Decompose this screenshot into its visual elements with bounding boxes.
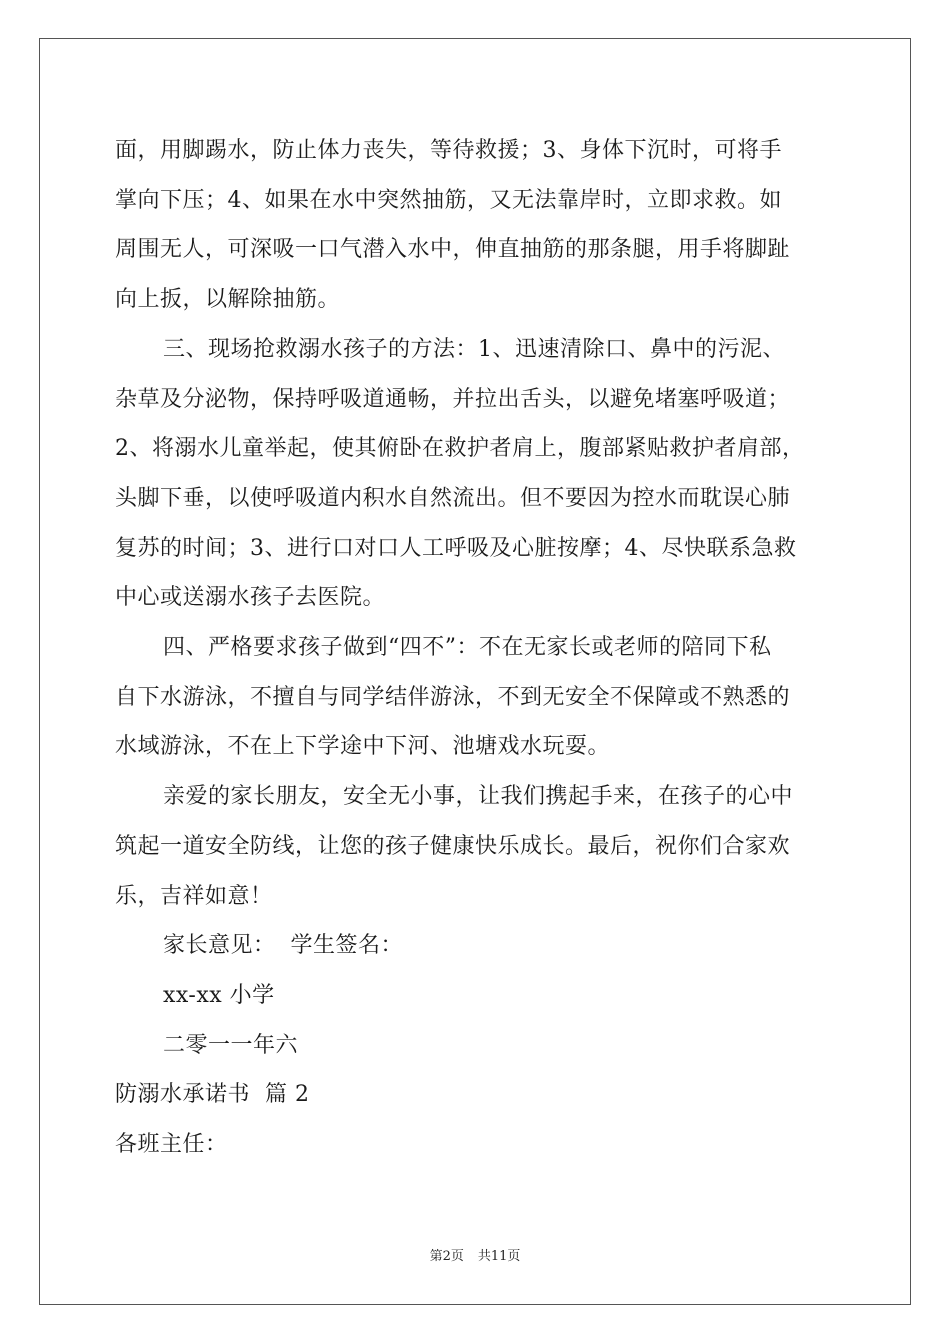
text-line: 复苏的时间；3、进行口对口人工呼吸及心脏按摩；4、尽快联系急救 <box>115 535 797 561</box>
text-line: 向上扳，以解除抽筋。 <box>115 287 341 313</box>
text-line: 亲爱的家长朋友，安全无小事，让我们携起手来，在孩子的心中 <box>163 784 794 810</box>
salutation: 各班主任： <box>115 1132 228 1158</box>
text-line: 周围无人，可深吸一口气潜入水中，伸直抽筋的那条腿，用手将脚趾 <box>115 237 791 263</box>
paragraph-rescue-methods <box>115 325 845 623</box>
page-total: 共11页 <box>477 1249 521 1264</box>
document-body <box>115 126 845 1170</box>
paragraph-swimming-tips <box>115 126 845 325</box>
text-line: 四、严格要求孩子做到“四不”：不在无家长或老师的陪同下私 <box>163 635 772 661</box>
text-line: 头脚下垂，以使呼吸道内积水自然流出。但不要因为控水而耽误心肺 <box>115 485 791 511</box>
text-line: 筑起一道安全防线，让您的孩子健康快乐成长。最后，祝你们合家欢 <box>115 833 791 859</box>
school-name: xx-xx 小学 <box>163 982 275 1008</box>
text-line: 自下水游泳，不擅自与同学结伴游泳，不到无安全不保障或不熟悉的 <box>115 684 791 710</box>
paragraph-four-nots <box>115 623 845 772</box>
section-title: 防溺水承诺书 篇 2 <box>115 1082 310 1108</box>
text-line: 面，用脚踢水，防止体力丧失，等待救援；3、身体下沉时，可将手 <box>115 138 782 163</box>
text-line: 中心或送溺水孩子去医院。 <box>115 585 386 611</box>
signature-line: 家长意见： 学生签名： <box>163 933 403 959</box>
text-line: 水域游泳，不在上下学途中下河、池塘戏水玩耍。 <box>115 734 611 760</box>
paragraph-closing <box>115 772 845 921</box>
text-line: 掌向下压；4、如果在水中突然抽筋，又无法靠岸时，立即求救。如 <box>115 187 782 213</box>
page-footer <box>0 1245 950 1264</box>
page-number: 第2页 <box>429 1249 464 1264</box>
text-line: 2、将溺水儿童举起，使其俯卧在救护者肩上，腹部紧贴救护者肩部， <box>115 436 805 462</box>
text-line: 乐，吉祥如意！ <box>115 883 273 909</box>
document-date: 二零一一年六 <box>163 1032 299 1058</box>
text-line: 三、现场抢救溺水孩子的方法：1、迅速清除口、鼻中的污泥、 <box>163 336 785 362</box>
text-line: 杂草及分泌物，保持呼吸道通畅，并拉出舌头，以避免堵塞呼吸道； <box>115 386 791 412</box>
